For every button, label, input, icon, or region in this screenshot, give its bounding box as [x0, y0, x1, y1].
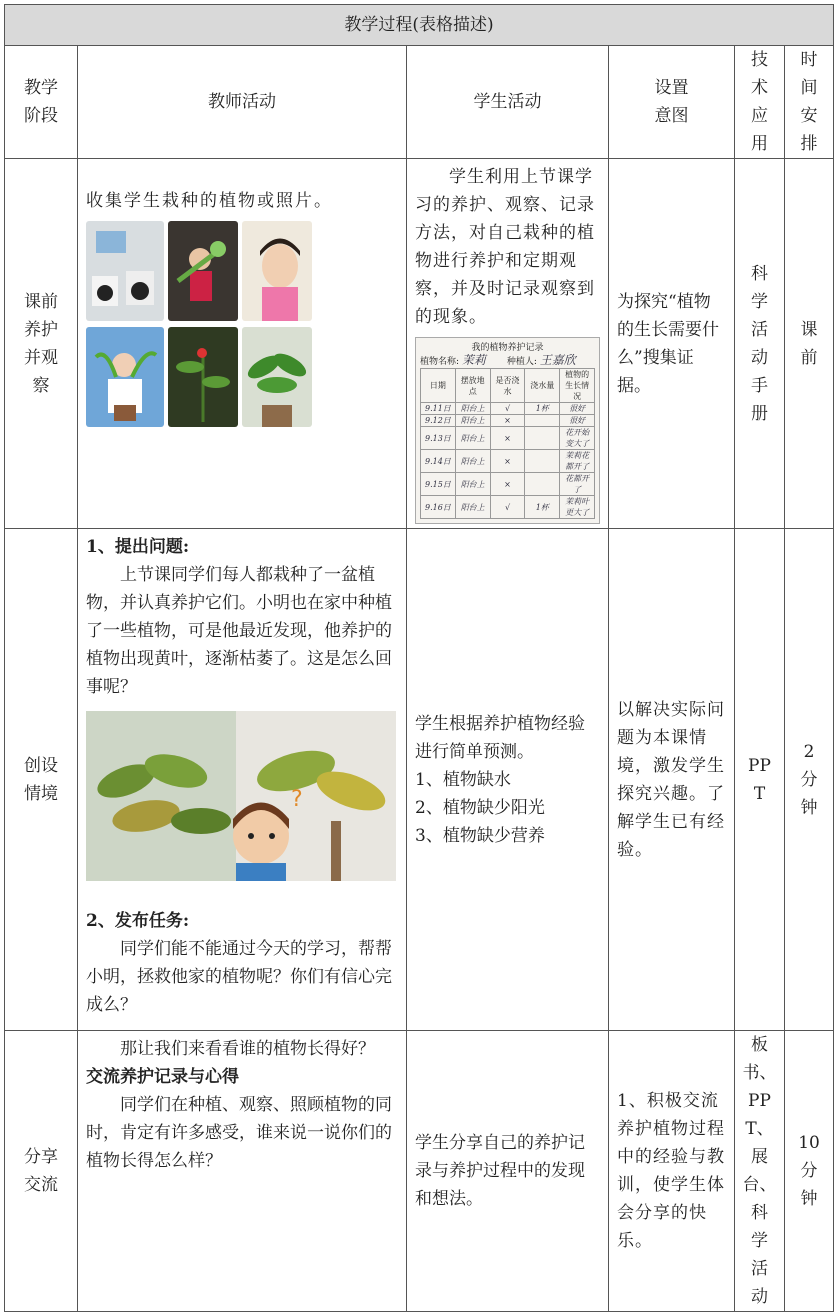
stage-scenario: 创设 情境 — [5, 529, 78, 1031]
intent-preclass: 为探究“植物的生长需要什么”搜集证据。 — [609, 159, 735, 529]
intent-scenario: 以解决实际问题为本课情境，激发学生探究兴趣。了解学生已有经验。 — [609, 529, 735, 1031]
student-text: 学生利用上节课学习的养护、观察、记录方法，对自己栽种的植物进行养护和定期观察，并及时记录观察到的现象。 — [415, 167, 595, 327]
teacher-activity-sharing — [78, 1031, 407, 1312]
task2-heading: 2、发布任务: — [86, 911, 190, 931]
record-row: 9.15日 阳台上 × 花都开了 — [421, 473, 595, 496]
record-row: 9.11日 阳台上 √ 1杯 很好 — [421, 403, 595, 415]
student-activity-preclass — [407, 159, 609, 529]
table-title: 教学过程(表格描述) — [5, 5, 834, 46]
time-preclass: 课 前 — [785, 159, 834, 529]
task1-text: 上节课同学们每人都栽种了一盆植物，并认真养护它们。小明也在家中种植了一些植物，可是他最近发现，他养护的植物出现黄叶，逐渐枯萎了。这是怎么回事呢？ — [86, 565, 392, 697]
record-row: 9.12日 阳台上 × 很好 — [421, 415, 595, 427]
photo-flowering-plant — [168, 327, 238, 427]
time-scenario: 2 分 钟 — [785, 529, 834, 1031]
record-row: 9.13日 阳台上 × 花开始变大了 — [421, 427, 595, 450]
record-row: 9.16日 阳台上 √ 1杯 茉莉叶更大了 — [421, 496, 595, 519]
tech-preclass: 科 学 活 动 手 册 — [735, 159, 785, 529]
teacher-text: 收集学生栽种的植物或照片。 — [86, 191, 333, 211]
task1-heading: 1、提出问题: — [86, 537, 190, 557]
intent-sharing: 1、积极交流养护植物过程中的经验与教训，使学生体会分享的快乐。 — [609, 1031, 735, 1312]
photo-green-plant — [242, 327, 312, 427]
header-teacher: 教师活动 — [78, 46, 407, 159]
student-activity-scenario — [407, 529, 609, 1031]
stage-sharing: 分享 交流 — [5, 1031, 78, 1312]
record-table: 日期 摆放地点 是否浇水 浇水量 植物的生长情况 9.11日 阳台上 √ 1杯 很好 9.12日 阳台上 × 很好 9.13日 阳台上 × 花开始变大了 9.14日 阳台上 × 茉莉花都开了 9.15日 阳台上 × 花都开了 9.16日 阳台上 √ 1杯 茉莉叶更大了 — [420, 368, 595, 519]
student-prediction: 学生根据养护植物经验进行简单预测。 — [415, 713, 585, 762]
tech-sharing: 板 书、 PP T、 展 台、 科 学 活 动 — [735, 1031, 785, 1312]
record-heading: 我的植物养护记录 — [471, 343, 544, 353]
record-plant-name: 茉莉 — [461, 353, 486, 367]
header-stage: 教学 阶段 — [5, 46, 78, 159]
teacher-activity-preclass — [78, 159, 407, 529]
photo-wilting-plants — [86, 711, 396, 881]
prediction-item: 1、植物缺水 — [415, 769, 511, 790]
student-photos-top — [86, 221, 398, 321]
sharing-body: 同学们在种植、观察、照顾植物的同时，肯定有许多感受，谁来说一说你们的植物长得怎么样？ — [86, 1095, 392, 1171]
header-tech: 技 术 应 用 — [735, 46, 785, 159]
svg-text:?: ? — [291, 787, 303, 812]
record-row: 9.14日 阳台上 × 茉莉花都开了 — [421, 450, 595, 473]
photo-girl-holding-plant — [86, 327, 164, 427]
prediction-item: 2、植物缺少阳光 — [415, 797, 545, 818]
header-time: 时 间 安 排 — [785, 46, 834, 159]
record-grower-name: 王嘉欣 — [539, 353, 576, 367]
task2-text: 同学们能不能通过今天的学习，帮帮小明，拯救他家的植物呢？你们有信心完成么？ — [86, 939, 392, 1015]
tech-scenario: PP T — [735, 529, 785, 1031]
photo-girl-smiling — [242, 221, 312, 321]
intro-text: 那让我们来看看谁的植物长得好？ — [120, 1039, 375, 1059]
student-activity-sharing: 学生分享自己的养护记录与养护过程中的发现和想法。 — [407, 1031, 609, 1312]
photo-child-plant — [168, 221, 238, 321]
time-sharing: 10 分 钟 — [785, 1031, 834, 1312]
header-intent: 设置 意图 — [609, 46, 735, 159]
student-photos-bottom — [86, 327, 398, 427]
plant-care-record: 我的植物养护记录 植物名称: 茉莉 种植人: 王嘉欣 日期 摆放地点 是否浇水 浇水量 植物的生长情况 9.11日 阳台上 √ 1杯 很好 9.12日 阳台上 × 很好 9.13日 阳台上 × 花开始变大了 9.14日 阳台上 × 茉莉花都开了 9.15日 阳台上 × 花都开了 9.16日 阳台上 √ 1杯 茉莉叶更大了 — [415, 337, 600, 524]
header-student: 学生活动 — [407, 46, 609, 159]
lesson-table — [4, 4, 834, 1312]
stage-preclass: 课前 养护 并观 察 — [5, 159, 78, 529]
prediction-item: 3、植物缺少营养 — [415, 825, 545, 846]
sharing-subheading: 交流养护记录与心得 — [86, 1067, 239, 1087]
photo-plant-cups — [86, 221, 164, 321]
teacher-activity-scenario — [78, 529, 407, 1031]
